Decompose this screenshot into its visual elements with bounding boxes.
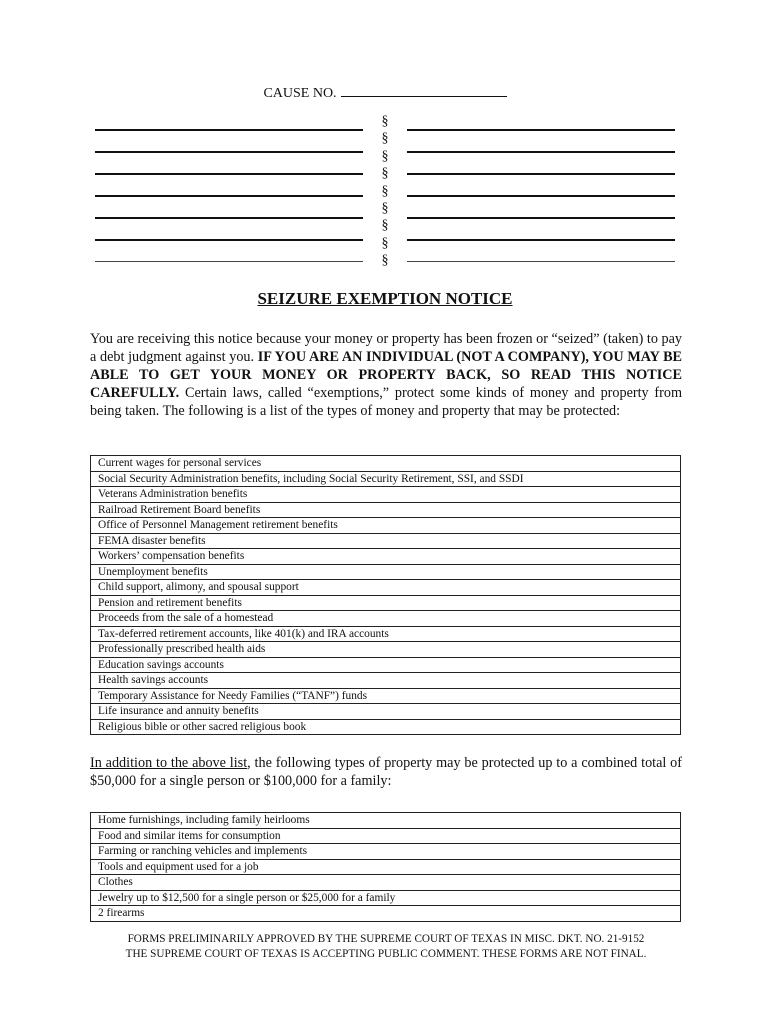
section-symbol: § xyxy=(381,218,389,234)
right-party-line-2[interactable] xyxy=(407,151,675,153)
right-party-line-6[interactable] xyxy=(407,239,675,241)
section-symbol: § xyxy=(381,114,389,129)
property-cell: Farming or ranching vehicles and implements xyxy=(91,844,681,860)
table-row xyxy=(91,564,681,580)
additional-underlined-text: In addition to the above list xyxy=(90,755,248,771)
table-row xyxy=(91,595,681,611)
table-row xyxy=(91,533,681,549)
table-row xyxy=(91,502,681,518)
intro-paragraph xyxy=(90,330,682,420)
property-cell: Jewelry up to $12,500 for a single person or $25,000 for a family xyxy=(91,890,681,906)
table-row xyxy=(91,704,681,720)
table-row xyxy=(91,471,681,487)
intro-bold-warning: IF YOU ARE AN INDIVIDUAL (NOT A COMPANY), YOU MAY BE ABLE TO GET YOUR MONEY OR PROPERTY BACK, SO READ THIS NOTICE CAREFULLY. xyxy=(90,349,682,401)
exemption-cell: Veterans Administration benefits xyxy=(91,487,681,503)
additional-text: , the following types of property may be protected up to a combined total of $50,000 for a single person or $100,000 for a family: xyxy=(90,755,683,789)
table-row xyxy=(91,875,681,891)
table-row xyxy=(91,487,681,503)
table-row xyxy=(91,611,681,627)
property-cell: Food and similar items for consumption xyxy=(91,828,681,844)
intro-text-2: Certain laws, called “exemptions,” protect some kinds of money and property from being taken. The following is a list of the types of money and property that may be protected: xyxy=(90,385,682,419)
exemption-cell: Railroad Retirement Board benefits xyxy=(91,502,681,518)
table-row xyxy=(91,580,681,596)
exemption-cell: Office of Personnel Management retirement benefits xyxy=(91,518,681,534)
page-title: SEIZURE EXEMPTION NOTICE xyxy=(257,289,513,308)
left-party-line-6[interactable] xyxy=(95,239,363,241)
exemption-cell: FEMA disaster benefits xyxy=(91,533,681,549)
footer-line-1: FORMS PRELIMINARILY APPROVED BY THE SUPREME COURT OF TEXAS IN MISC. DKT. NO. 21-9152 xyxy=(127,933,645,945)
left-party-line-4[interactable] xyxy=(95,195,363,197)
property-cell: Clothes xyxy=(91,875,681,891)
table-row xyxy=(91,549,681,565)
exemption-cell: Health savings accounts xyxy=(91,673,681,689)
property-table xyxy=(90,812,681,922)
table-row xyxy=(91,844,681,860)
table-row xyxy=(91,813,681,829)
section-symbol: § xyxy=(381,201,389,217)
table-row xyxy=(91,688,681,704)
exemption-cell: Current wages for personal services xyxy=(91,456,681,472)
section-symbol: § xyxy=(381,253,389,269)
exemption-cell: Tax-deferred retirement accounts, like 401(k) and IRA accounts xyxy=(91,626,681,642)
case-caption xyxy=(0,113,770,273)
table-row xyxy=(91,657,681,673)
intro-text-1: You are receiving this notice because your money or property has been frozen or “seized” (taken) to pay a debt judgment against you. xyxy=(90,331,682,365)
table-row xyxy=(91,642,681,658)
footer-line-2: THE SUPREME COURT OF TEXAS IS ACCEPTING PUBLIC COMMENT. THESE FORMS ARE NOT FINAL. xyxy=(125,948,647,960)
left-party-line-3[interactable] xyxy=(95,173,363,175)
right-party-line-3[interactable] xyxy=(407,173,675,175)
section-symbol-column xyxy=(377,113,393,270)
exemption-cell: Religious bible or other sacred religious book xyxy=(91,719,681,735)
section-symbol: § xyxy=(381,183,389,199)
table-row xyxy=(91,456,681,472)
additional-property-paragraph xyxy=(90,754,682,790)
table-row xyxy=(91,859,681,875)
left-party-line-5[interactable] xyxy=(95,217,363,219)
cause-number-label: CAUSE NO. xyxy=(263,86,337,101)
exemption-cell: Life insurance and annuity benefits xyxy=(91,704,681,720)
right-party-line-4[interactable] xyxy=(407,195,675,197)
exemption-cell: Child support, alimony, and spousal support xyxy=(91,580,681,596)
exemption-cell: Professionally prescribed health aids xyxy=(91,642,681,658)
exemptions-table xyxy=(90,455,681,735)
property-cell: Home furnishings, including family heirlooms xyxy=(91,813,681,829)
section-symbol: § xyxy=(381,235,389,251)
table-row xyxy=(91,673,681,689)
cause-number-field[interactable] xyxy=(341,83,507,97)
property-cell: 2 firearms xyxy=(91,906,681,922)
section-symbol: § xyxy=(381,148,389,164)
left-party-line-7[interactable] xyxy=(95,261,363,262)
exemption-cell: Workers’ compensation benefits xyxy=(91,549,681,565)
exemption-cell: Unemployment benefits xyxy=(91,564,681,580)
table-row xyxy=(91,626,681,642)
section-symbol: § xyxy=(381,131,389,147)
table-row xyxy=(91,518,681,534)
table-row xyxy=(91,906,681,922)
table-row xyxy=(91,828,681,844)
property-cell: Tools and equipment used for a job xyxy=(91,859,681,875)
exemption-cell: Proceeds from the sale of a homestead xyxy=(91,611,681,627)
right-party-line-7[interactable] xyxy=(407,261,675,262)
cause-number xyxy=(0,83,770,102)
section-symbol: § xyxy=(381,166,389,182)
exemption-cell: Temporary Assistance for Needy Families (“TANF”) funds xyxy=(91,688,681,704)
exemption-cell: Education savings accounts xyxy=(91,657,681,673)
table-row xyxy=(91,719,681,735)
right-party-line-1[interactable] xyxy=(407,129,675,131)
exemption-cell: Pension and retirement benefits xyxy=(91,595,681,611)
exemption-cell: Social Security Administration benefits, including Social Security Retirement, SSI, and SSDI xyxy=(91,471,681,487)
footer xyxy=(90,932,682,962)
table-row xyxy=(91,890,681,906)
left-party-line-1[interactable] xyxy=(95,129,363,131)
right-party-line-5[interactable] xyxy=(407,217,675,219)
left-party-line-2[interactable] xyxy=(95,151,363,153)
